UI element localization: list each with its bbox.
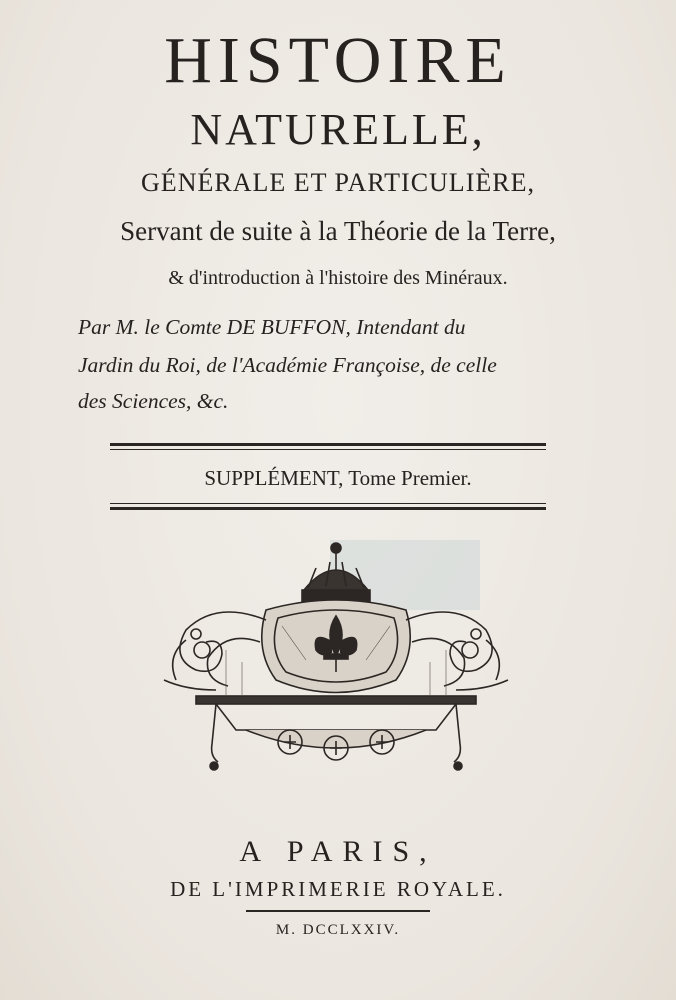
publication-year: M. DCCLXXIV. [275,922,401,938]
title-naturelle: NATURELLE, [190,105,486,154]
author-line-3: des Sciences, &c. [78,389,229,413]
top-double-rule-thin [110,449,546,450]
bottom-double-rule-thin [110,503,546,504]
author-line-1: Par M. le Comte DE BUFFON, Intendant du [78,315,466,339]
printer-name: DE L'IMPRIMERIE ROYALE. [170,877,506,901]
introduction-line: & d'introduction à l'histoire des Minéraux. [168,267,508,289]
author-line-2: Jardin du Roi, de l'Académie Françoise, de celle [78,353,497,377]
top-double-rule [110,443,546,446]
volume-label: SUPPLÉMENT, Tome Premier. [204,466,472,490]
bottom-double-rule [110,507,546,510]
subtitle: GÉNÉRALE ET PARTICULIÈRE, [141,168,535,197]
servant-line: Servant de suite à la Théorie de la Terre, [120,216,556,246]
royal-crown-fleur-de-lis-ornament [156,530,516,780]
imprint-rule [246,910,430,912]
title-histoire: HISTOIRE [164,24,512,97]
place-of-publication: A PARIS, [239,835,437,868]
